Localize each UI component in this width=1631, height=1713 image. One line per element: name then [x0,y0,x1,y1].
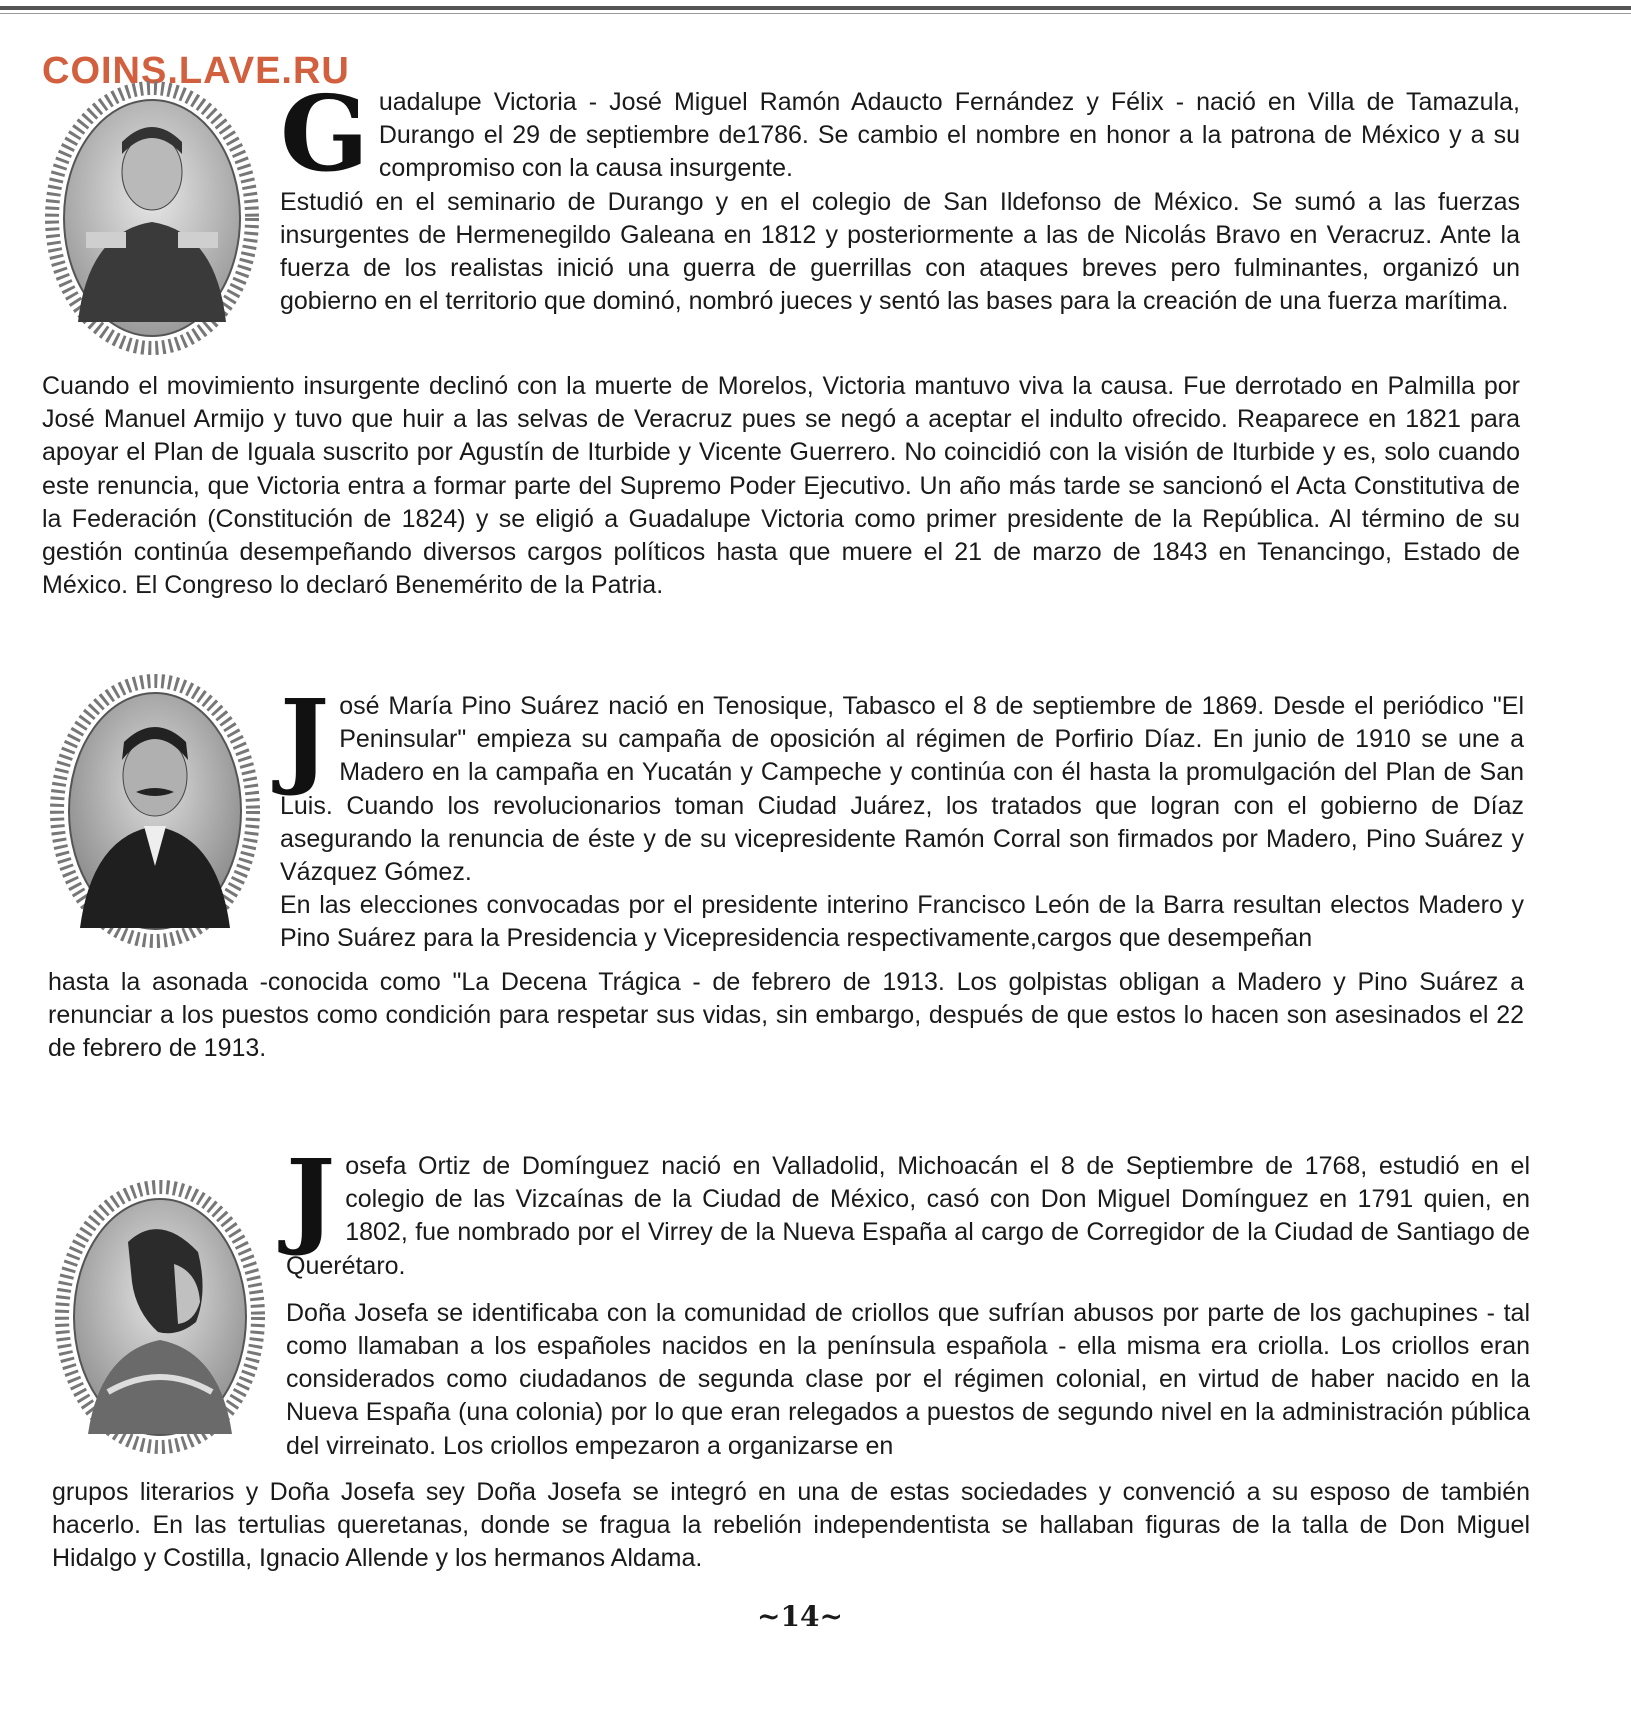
dropcap-g: G [280,72,369,195]
portrait-josefa-ortiz [48,1172,272,1462]
section-2-para-full: hasta la asonada -conocida como "La Decena Trágica - de febrero de 1913. Los golpistas obligan a Madero y Pino Suárez a renunciar a los puestos como condición para respetar sus vidas, sin embargo, después de que estos lo hacen son asesinados el 22 de febrero de 1913. [48,968,1524,1063]
top-border-line [0,6,1631,10]
page-number: ~14~ [757,1600,843,1633]
section-1-intro [280,72,1520,318]
section-3-para-2: Doña Josefa se identificaba con la comunidad de criollos que sufrían abusos por parte de los gachupines - tal como llamaban a los españoles nacidos en la península española - ella misma era criolla. Los criollos eran considerados como ciudadanos de segunda clase por el régimen colonial, en virtud de haber nacido en la Nueva España (una colonia) por lo que eran relegados a puestos de segundo nivel en la administración pública del virreinato. Los criollos empezaron a organizarse en [286,1298,1530,1460]
section-1-para-2: Estudió en el seminario de Durango y en el colegio de San Ildefonso de México. Se sumó a las fuerzas insurgentes de Hermenegildo Galeana en 1812 y posteriormente a las de Nicolás Bravo en Veracruz. Ante la fuerza de los realistas inició una guerra de guerrillas con ataques breves pero fulminantes, organizó un gobierno en el territorio que dominó, nombró jueces y sentó las bases para la creación de una fuerza marítima. [280,187,1520,316]
section-2-intro [280,676,1524,956]
section-1-para-full: Cuando el movimiento insurgente declinó con la muerte de Morelos, Victoria mantuvo viva la causa. Fue derrotado en Palmilla por José Manuel Armijo y tuvo que huir a las selvas de Veracruz pues se negó a aceptar el indulto ofrecido. Reaparece en 1821 para apoyar el Plan de Iguala suscrito por Agustín de Iturbide y Vicente Guerrero. No coincidió con la visión de Iturbide y es, solo cuando este renuncia, que Victoria entra a formar parte del Supremo Poder Ejecutivo. Un año más tarde se sancionó el Acta Constitutiva de la Federación (Constitución de 1824) y se eligió a Guadalupe Victoria como primer presidente de la República. Al término de su gestión continúa desempeñando diversos cargos políticos hasta que muere el 21 de marzo de 1843 en Tenancingo, Estado de México. El Congreso lo declaró Benemérito de la Patria. [42,372,1520,600]
section-3-intro [286,1136,1530,1463]
section-3-para-1: osefa Ortiz de Domínguez nació en Valladolid, Michoacán el 8 de Septiembre de 1768, estudió en el colegio de las Vizcaínas de la Ciudad de México, casó con Don Miguel Domínguez en 1791 quien, en 1802, fue nombrado por el Virrey de la Nueva España al cargo de Corregidor de la Ciudad de Santiago de Querétaro. [286,1152,1530,1280]
section-2-para-1: osé María Pino Suárez nació en Tenosique, Tabasco el 8 de septiembre de 1869. Desde el periódico "El Peninsular" empieza su campaña de oposición al régimen de Porfirio Díaz. En junio de 1910 se une a Madero en la campaña en Yucatán y Campeche y continúa con él hasta la promulgación del Plan de San Luis. Cuando los revolucionarios toman Ciudad Juárez, los tratados que logran con el gobierno de Díaz asegurando la renuncia de éste y de su vicepresidente Ramón Corral son firmados por Madero, Pino Suárez y Vázquez Gómez. [280,692,1524,887]
watermark: COINS.LAVE.RU [42,50,350,92]
section-2-para-2: En las elecciones convocadas por el presidente interino Francisco León de la Barra resultan electos Madero y Pino Suárez para la Presidencia y Vicepresidencia respectivamente,cargos que desempeñan [280,891,1524,953]
dropcap-j-1: J [280,676,330,799]
section-1-para-1: uadalupe Victoria - José Miguel Ramón Adaucto Fernández y Félix - nació en Villa de Tamazula, Durango el 29 de septiembre de1786. Se cambio el nombre en honor a la patrona de México y a su compromiso con la causa insurgente. [378,88,1520,183]
portrait-pino-suarez [44,666,266,956]
dropcap-j-2: J [286,1136,336,1259]
section-3-para-full: grupos literarios y Doña Josefa sey Doña Josefa se integró en una de estas sociedades y convenció a su esposo de también hacerlo. En las tertulias queretanas, donde se fragua la rebelión independentista se hallaban figuras de la talla de Don Miguel Hidalgo y Costilla, Ignacio Allende y los hermanos Aldama. [52,1478,1530,1573]
top-border-line-thin [0,13,1631,14]
portrait-guadalupe-victoria [38,72,266,364]
